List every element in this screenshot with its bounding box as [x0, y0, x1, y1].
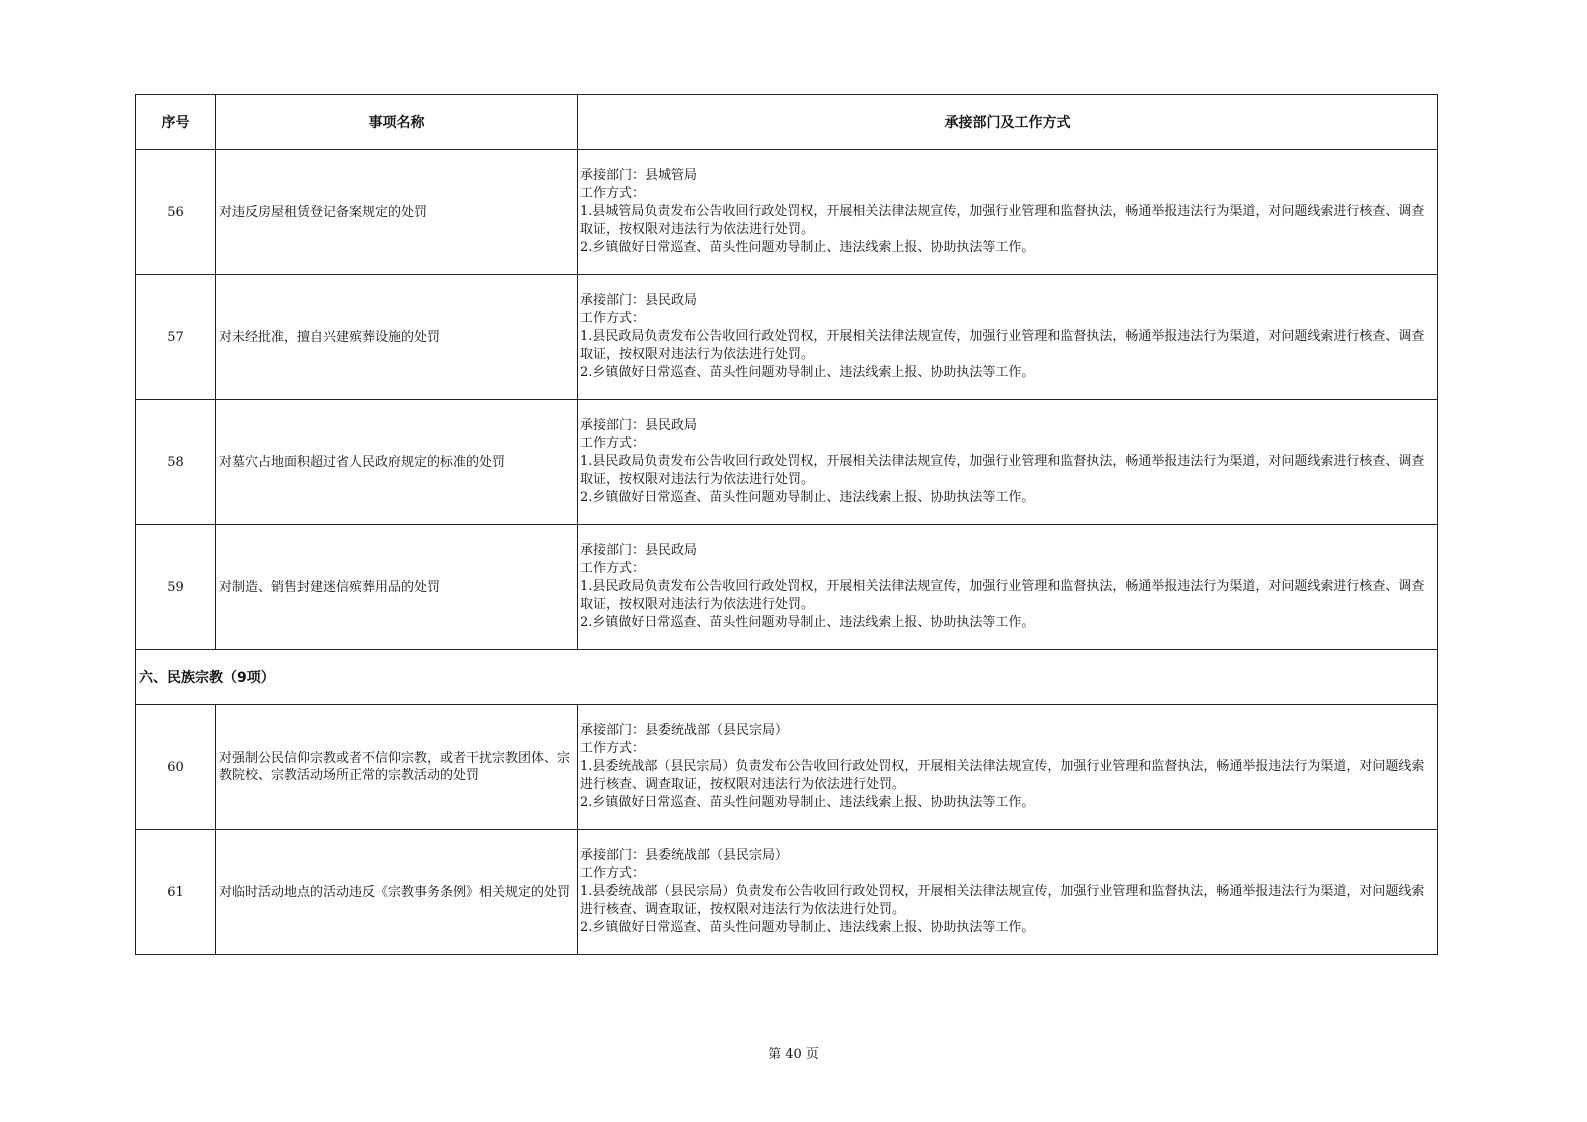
- method-step-2: 2.乡镇做好日常巡查、苗头性问题劝导制止、违法线索上报、协助执法等工作。: [580, 365, 1035, 380]
- table-row: [136, 150, 1438, 275]
- dept-line: 承接部门：县民政局: [580, 293, 698, 308]
- page-number: 第 40 页: [768, 1047, 819, 1062]
- header-dept-method: 承接部门及工作方式: [578, 95, 1438, 150]
- method-label: 工作方式：: [580, 866, 646, 881]
- method-step-2: 2.乡镇做好日常巡查、苗头性问题劝导制止、违法线索上报、协助执法等工作。: [580, 920, 1035, 935]
- method-step-1: 1.县委统战部（县民宗局）负责发布公告收回行政处罚权，开展相关法律法规宣传，加强行业管理和监督执法，畅通举报违法行为渠道，对问题线索进行核查、调查取证，按权限对违法行为依法进行处罚。: [580, 759, 1425, 792]
- row-item-name: 对违反房屋租赁登记备案规定的处罚: [216, 150, 578, 275]
- row-item-name: 对墓穴占地面积超过省人民政府规定的标准的处罚: [216, 400, 578, 525]
- header-index: 序号: [136, 95, 216, 150]
- row-item-name: 对强制公民信仰宗教或者不信仰宗教，或者干扰宗教团体、宗教院校、宗教活动场所正常的宗教活动的处罚: [216, 705, 578, 830]
- method-label: 工作方式：: [580, 741, 646, 756]
- row-index: 61: [136, 830, 216, 955]
- row-dept-method: [578, 525, 1438, 650]
- method-step-1: 1.县委统战部（县民宗局）负责发布公告收回行政处罚权，开展相关法律法规宣传，加强行业管理和监督执法，畅通举报违法行为渠道，对问题线索进行核查、调查取证，按权限对违法行为依法进行处罚。: [580, 884, 1425, 917]
- method-step-1: 1.县民政局负责发布公告收回行政处罚权，开展相关法律法规宣传，加强行业管理和监督执法，畅通举报违法行为渠道，对问题线索进行核查、调查取证，按权限对违法行为依法进行处罚。: [580, 579, 1425, 612]
- method-step-1: 1.县民政局负责发布公告收回行政处罚权，开展相关法律法规宣传，加强行业管理和监督执法，畅通举报违法行为渠道，对问题线索进行核查、调查取证，按权限对违法行为依法进行处罚。: [580, 454, 1425, 487]
- method-label: 工作方式：: [580, 186, 646, 201]
- row-dept-method: [578, 150, 1438, 275]
- dept-line: 承接部门：县委统战部（县民宗局）: [580, 723, 789, 738]
- table-header-row: [136, 95, 1438, 150]
- row-index: 60: [136, 705, 216, 830]
- section-heading: 六、民族宗教（9项）: [136, 650, 1438, 705]
- header-item-name: 事项名称: [216, 95, 578, 150]
- method-label: 工作方式：: [580, 436, 646, 451]
- method-step-2: 2.乡镇做好日常巡查、苗头性问题劝导制止、违法线索上报、协助执法等工作。: [580, 795, 1035, 810]
- section-row: [136, 650, 1438, 705]
- table-row: [136, 400, 1438, 525]
- row-item-name: 对临时活动地点的活动违反《宗教事务条例》相关规定的处罚: [216, 830, 578, 955]
- dept-line: 承接部门：县城管局: [580, 168, 698, 183]
- method-step-1: 1.县城管局负责发布公告收回行政处罚权，开展相关法律法规宣传，加强行业管理和监督执法，畅通举报违法行为渠道，对问题线索进行核查、调查取证，按权限对违法行为依法进行处罚。: [580, 204, 1425, 237]
- row-dept-method: [578, 400, 1438, 525]
- method-step-2: 2.乡镇做好日常巡查、苗头性问题劝导制止、违法线索上报、协助执法等工作。: [580, 240, 1035, 255]
- items-table: [135, 94, 1438, 955]
- row-dept-method: [578, 705, 1438, 830]
- method-label: 工作方式：: [580, 561, 646, 576]
- row-item-name: 对制造、销售封建迷信殡葬用品的处罚: [216, 525, 578, 650]
- method-step-2: 2.乡镇做好日常巡查、苗头性问题劝导制止、违法线索上报、协助执法等工作。: [580, 615, 1035, 630]
- table-row: [136, 830, 1438, 955]
- table-row: [136, 705, 1438, 830]
- method-label: 工作方式：: [580, 311, 646, 326]
- table-row: [136, 275, 1438, 400]
- row-index: 59: [136, 525, 216, 650]
- row-item-name: 对未经批准，擅自兴建殡葬设施的处罚: [216, 275, 578, 400]
- dept-line: 承接部门：县民政局: [580, 418, 698, 433]
- row-index: 57: [136, 275, 216, 400]
- row-dept-method: [578, 275, 1438, 400]
- row-index: 58: [136, 400, 216, 525]
- dept-line: 承接部门：县委统战部（县民宗局）: [580, 848, 789, 863]
- row-index: 56: [136, 150, 216, 275]
- row-dept-method: [578, 830, 1438, 955]
- table-row: [136, 525, 1438, 650]
- method-step-1: 1.县民政局负责发布公告收回行政处罚权，开展相关法律法规宣传，加强行业管理和监督执法，畅通举报违法行为渠道，对问题线索进行核查、调查取证，按权限对违法行为依法进行处罚。: [580, 329, 1425, 362]
- dept-line: 承接部门：县民政局: [580, 543, 698, 558]
- method-step-2: 2.乡镇做好日常巡查、苗头性问题劝导制止、违法线索上报、协助执法等工作。: [580, 490, 1035, 505]
